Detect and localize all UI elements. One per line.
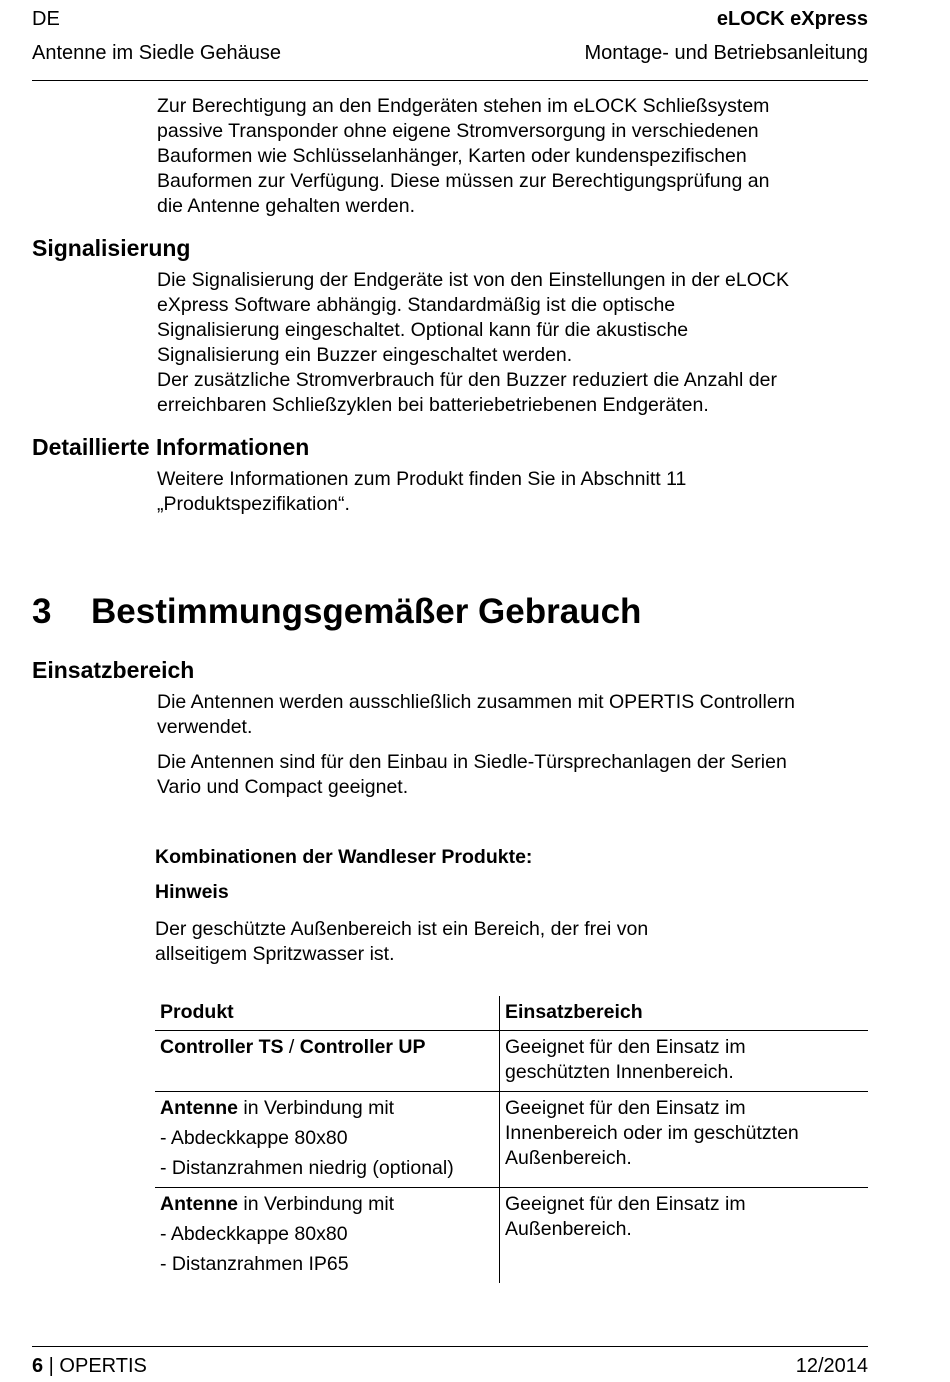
section-heading-details: Detaillierte Informationen xyxy=(32,434,310,460)
usage-line: Außenbereich. xyxy=(505,1218,632,1240)
chapter-heading xyxy=(32,592,641,632)
product-name: Controller TS xyxy=(160,1036,284,1058)
header-subtitle: Antenne im Siedle Gehäuse xyxy=(32,42,282,64)
usage-cell xyxy=(500,1188,869,1284)
usage-line: Außenbereich. xyxy=(505,1147,632,1169)
einsatzbereich-paragraph-2 xyxy=(157,750,872,800)
text-line: Bauformen wie Schlüsselanhänger, Karten oder kundenspezifischen xyxy=(157,145,747,167)
table-header-row xyxy=(155,996,868,1031)
page-number: 6 xyxy=(32,1355,44,1377)
chapter-number: 3 xyxy=(32,592,52,631)
header-rule xyxy=(32,80,868,81)
product-cell xyxy=(155,1092,500,1188)
text-line: passive Transponder ohne eigene Stromversorgung in verschiedenen xyxy=(157,120,759,142)
text-line: Weitere Informationen zum Produkt finden Sie in Abschnitt 11 xyxy=(157,468,687,490)
footer-date: 12/2014 xyxy=(795,1355,868,1377)
product-cell xyxy=(155,1031,500,1092)
footer-rule xyxy=(32,1346,868,1347)
usage-cell xyxy=(500,1092,869,1188)
text-line: allseitigem Spritzwasser ist. xyxy=(155,943,395,965)
product-line xyxy=(160,1192,494,1217)
kombinationen-heading: Kombinationen der Wandleser Produkte: xyxy=(155,846,533,868)
usage-cell xyxy=(500,1031,869,1092)
product-table xyxy=(155,996,868,1283)
product-item: - Distanzrahmen niedrig (optional) xyxy=(160,1157,454,1179)
product-line xyxy=(160,1096,494,1121)
table-row xyxy=(155,1092,868,1188)
column-header-product: Produkt xyxy=(155,996,500,1031)
text-line: „Produktspezifikation“. xyxy=(157,493,350,515)
product-item: - Abdeckkappe 80x80 xyxy=(160,1127,348,1149)
text-line: Der zusätzliche Stromverbrauch für den Buzzer reduziert die Anzahl der xyxy=(157,369,777,391)
column-header-usage: Einsatzbereich xyxy=(500,996,869,1031)
footer-brand: | OPERTIS xyxy=(43,1355,147,1377)
einsatzbereich-paragraph-1 xyxy=(157,690,872,740)
text-line: Die Antennen werden ausschließlich zusammen mit OPERTIS Controllern xyxy=(157,691,796,713)
text-line: verwendet. xyxy=(157,716,253,738)
text-line: Signalisierung eingeschaltet. Optional kann für die akustische xyxy=(157,319,689,341)
product-qualifier: in Verbindung mit xyxy=(238,1097,395,1119)
chapter-title: Bestimmungsgemäßer Gebrauch xyxy=(91,592,642,631)
signalisierung-paragraph xyxy=(157,268,872,418)
text-line: erreichbaren Schließzyklen bei batteriebetriebenen Endgeräten. xyxy=(157,394,709,416)
usage-line: geschützten Innenbereich. xyxy=(505,1061,734,1083)
product-separator: / xyxy=(283,1036,300,1058)
product-item: - Abdeckkappe 80x80 xyxy=(160,1223,348,1245)
details-paragraph xyxy=(157,467,872,517)
usage-line: Geeignet für den Einsatz im xyxy=(505,1193,746,1215)
product-cell xyxy=(155,1188,500,1284)
text-line: Zur Berechtigung an den Endgeräten stehen im eLOCK Schließsystem xyxy=(157,95,770,117)
text-line: Vario und Compact geeignet. xyxy=(157,776,409,798)
table-row xyxy=(155,1188,868,1284)
product-qualifier: in Verbindung mit xyxy=(238,1193,395,1215)
hinweis-heading: Hinweis xyxy=(155,881,229,903)
text-line: Die Signalisierung der Endgeräte ist von den Einstellungen in der eLOCK xyxy=(157,269,789,291)
intro-paragraph xyxy=(157,94,872,219)
usage-line: Geeignet für den Einsatz im xyxy=(505,1036,746,1058)
footer-left xyxy=(32,1355,147,1378)
text-line: Die Antennen sind für den Einbau in Siedle-Türsprechanlagen der Serien xyxy=(157,751,787,773)
section-heading-einsatzbereich: Einsatzbereich xyxy=(32,657,195,683)
product-name: Antenne xyxy=(160,1097,238,1119)
product-name: Antenne xyxy=(160,1193,238,1215)
table-row xyxy=(155,1031,868,1092)
header-product: eLOCK eXpress xyxy=(716,8,868,30)
text-line: die Antenne gehalten werden. xyxy=(157,195,416,217)
hinweis-paragraph xyxy=(155,917,870,967)
text-line: Signalisierung ein Buzzer eingeschaltet werden. xyxy=(157,344,573,366)
header-language: DE xyxy=(32,8,60,30)
text-line: Der geschützte Außenbereich ist ein Bereich, der frei von xyxy=(155,918,649,940)
product-name: Controller UP xyxy=(299,1036,426,1058)
text-line: Bauformen zur Verfügung. Diese müssen zur Berechtigungsprüfung an xyxy=(157,170,770,192)
header-doc-type: Montage- und Betriebsanleitung xyxy=(584,42,868,64)
usage-line: Geeignet für den Einsatz im xyxy=(505,1097,746,1119)
text-line: eXpress Software abhängig. Standardmäßig ist die optische xyxy=(157,294,676,316)
product-item: - Distanzrahmen IP65 xyxy=(160,1253,349,1275)
usage-line: Innenbereich oder im geschützten xyxy=(505,1122,799,1144)
section-heading-signalisierung: Signalisierung xyxy=(32,235,191,261)
